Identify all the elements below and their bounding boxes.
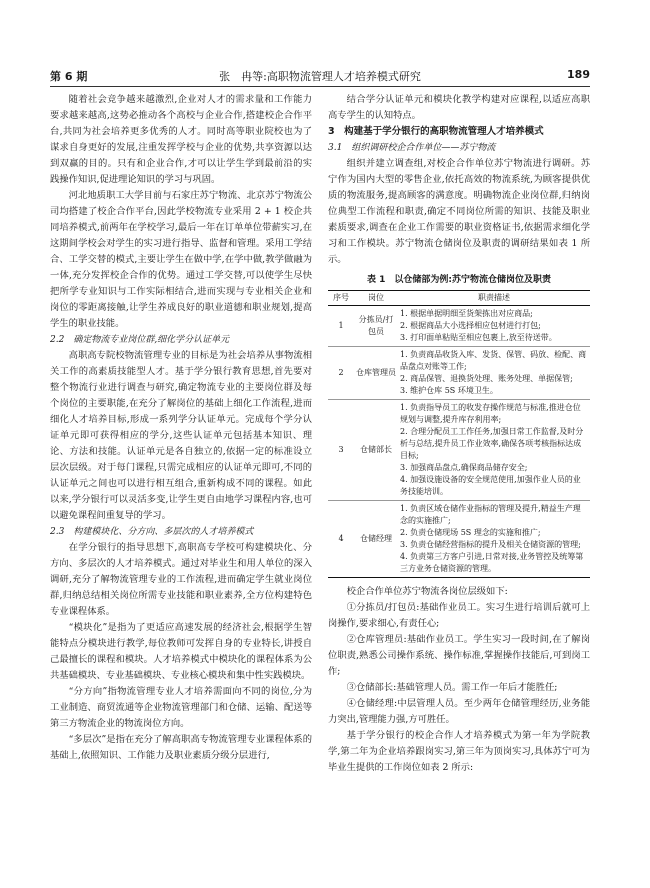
post-name: 仓库管理员: [354, 347, 398, 400]
paragraph: “分方向”指物流管理专业人才培养需面向不同的岗位,分为工业制造、商贸流通等企业物流管理部门和仓储、运输、配送等第三方物流企业的物流岗位方向。: [50, 686, 312, 729]
column-header: 职责描述: [398, 291, 590, 306]
column-header: 序号: [328, 291, 354, 306]
paragraph: “模块化”是指为了更适应高速发展的经济社会,根据学生智能特点分模块进行教学,每位教师可发挥自身的专业特长,讲授自己最擅长的课程和模块。人才培养模式中模块化的课程体系为公共基础模块、专业基础模块、专业核心模块和集中性实践模块。: [50, 622, 312, 681]
column-header: 岗位: [354, 291, 398, 306]
duties-cell: [398, 306, 590, 347]
list-item: ③仓储部长:基础管理人员。需工作一年后才能胜任;: [346, 682, 558, 693]
list-item: ①分拣员/打包员:基础作业员工。实习生进行培训后就可上岗操作,要求细心,有责任心;: [328, 602, 590, 629]
section-heading-2-3: 2.3 构建模块化、分方向、多层次的人才培养模式: [50, 527, 254, 537]
paragraph: 结合学分认证单元和模块化教学构建对应课程,以适应高职高专学生的认知特点。: [328, 94, 590, 121]
table-row: [328, 347, 590, 400]
post-name: 分拣员/打包员: [354, 306, 398, 347]
duty-line: 4. 加强设施设备的安全规范使用,加强作业人员的业务技能培训。: [400, 475, 581, 496]
row-number: 2: [328, 347, 354, 400]
issue-label: 第 6 期: [50, 70, 88, 83]
duty-line: 2. 商品保管、退换货处理、账务处理、单据保管;: [400, 374, 573, 383]
duty-line: 3. 打印面单粘贴至相应包裹上,放至待送带。: [400, 333, 557, 342]
duty-line: 2. 根据商品大小选择相应包材进行打包;: [400, 321, 541, 330]
section-heading-2-2: 2.2 确定物流专业岗位群,细化学分认证单元: [50, 335, 230, 345]
table-row: [328, 400, 590, 501]
duties-table: [328, 290, 590, 578]
paragraph: 组织并建立调查组,对校企合作单位苏宁物流进行调研。苏宁作为国内大型的零售企业,依托高效的物流系统,为顾客提供优质的物流服务,提高顾客的满意度。明确物流企业岗位群,归纳岗位典型工作流程和职责,确定不同岗位所需的知识、技能及职业素质要求,调查在企业工作需要的职业资格证书,依据需求细化学习和工作模块。苏宁物流仓储岗位及职责的调研结果如表 1 所示。: [328, 158, 590, 265]
duty-line: 3. 维护仓库 5S 环境卫生。: [400, 386, 498, 395]
duty-line: 3. 加强商品盘点,确保商品储存安全;: [400, 463, 528, 472]
table-row: [328, 306, 590, 347]
right-column: [328, 92, 590, 880]
table-caption: 表 1 以仓储部为例:苏宁物流仓储岗位及职责: [367, 275, 551, 285]
left-column: [50, 92, 312, 880]
row-number: 1: [328, 306, 354, 347]
paragraph: 随着社会竞争越来越激烈,企业对人才的需求量和工作能力要求越来越高,这势必推动各个高校与企业合作,搭建校企合作平台,共同为社会培养更多优秀的人才。同时高等职业院校也为了谋求自身更好的发展,注重发挥学校与企业的优势,共享资源以达到双赢的目的。只有和企业合作,才可以让学生学到最前沿的实践操作知识,促进理论知识的学习与巩固。: [50, 94, 312, 185]
paragraph: 校企合作单位苏宁物流各岗位层级如下:: [346, 586, 508, 597]
paragraph: 基于学分银行的校企合作人才培养模式为第一年为学院教学,第二年为企业培养跟岗实习,第三年为顶岗实习,具体苏宁可为毕业生提供的工作岗位如表 2 所示:: [328, 730, 590, 773]
duty-line: 2. 合理分配员工工作任务,加强日常工作监督,及时分析与总结,提升员工作业效率,确保各项考核指标达成目标;: [400, 427, 584, 460]
row-number: 3: [328, 400, 354, 501]
paragraph: 在学分银行的指导思想下,高职高专学校可构建模块化、分方向、多层次的人才培养模式。通过对毕业生和用人单位的深入调研,充分了解物流管理专业的工作流程,进而确定学生就业岗位群,归纳总结相关岗位所需专业技能和职业素养,全方位构建特色专业课程体系。: [50, 542, 312, 617]
section-heading-3: 3 构建基于学分银行的高职物流管理人才培养模式: [328, 126, 544, 137]
duty-line: 4. 负责第三方客户引进,日常对接,业务管控及统筹第三方业务仓储资源的管理。: [400, 552, 584, 573]
paragraph: “多层次”是指在充分了解高职高专物流管理专业课程体系的基础上,依照知识、工作能力及职业素质分级分层进行,: [50, 734, 312, 761]
table-row: [328, 501, 590, 578]
post-name: 仓储经理: [354, 501, 398, 578]
running-header: [50, 64, 590, 87]
duties-cell: [398, 400, 590, 501]
row-number: 4: [328, 501, 354, 578]
paragraph: 河北地质职工大学目前与石家庄苏宁物流、北京苏宁物流公司均搭建了校企合作平台,因此学校物流专业采用 2 + 1 校企共同培养模式,前两年在学校学习,最后一年在订单单位带薪实习,在这期间学校会对学生的实习进行指导、监督和管理。采用工学结合、工学交替的模式,主要让学生在做中学,在学中做,教学做融为一体,充分发挥校企合作的优势。通过工学交替,可以使学生尽快把所学专业知识与工作实际相结合,进而实现与专业相关企业和岗位的零距离接触,让学生养成良好的职业道德和职业规划,提高学生的职业技能。: [50, 190, 312, 329]
duty-line: 1. 负责区域仓储作业指标的管理及提升,精益生产理念的实施推广;: [400, 504, 581, 525]
page-number: 189: [567, 68, 590, 81]
duties-cell: [398, 347, 590, 400]
duty-line: 2. 负责仓储现场 5S 理念的实施和推广;: [400, 528, 541, 537]
duties-cell: [398, 501, 590, 578]
duty-line: 1. 负责商品收货入库、发货、保管、码放、检配、商品盘点对账等工作;: [400, 350, 587, 371]
post-name: 仓储部长: [354, 400, 398, 501]
list-item: ④仓储经理:中层管理人员。至少两年仓储管理经历,业务能力突出,管理能力强,方可胜任。: [328, 698, 590, 725]
list-item: ②仓库管理员:基础作业员工。学生实习一段时间,在了解岗位职责,熟悉公司操作系统、操作标准,掌握操作技能后,可到岗工作;: [328, 634, 590, 677]
paragraph: 高职高专院校物流管理专业的目标是为社会培养从事物流相关工作的高素质技能型人才。基于学分银行教育思想,首先要对整个物流行业进行调查与研究,确定物流专业的主要岗位群及每个岗位的主要职能,在充分了解岗位的基础上细化工作流程,进而细化人才培养目标,形成一系列学分认证单元。完成每个学分认证单元即可获得相应的学分,这些认证单元包括基本知识、理论、方法和技能。认证单元是各自独立的,依据一定的标准设立层次层级。对于每门课程,只需完成相应的认证单元即可,不同的认证单元之间也可以进行相互组合,重新构成不同的课程。如此以来,学分银行可以灵活多变,让学生更自由地学习课程内容,也可以避免课程间重复导的学习。: [50, 350, 312, 521]
duty-line: 1. 负责指导员工的收发存操作规范与标准,推进仓位规划与调整,提升库存利用率;: [400, 403, 581, 424]
section-heading-3-1: 3.1 组织调研校企合作单位——苏宁物流: [328, 143, 496, 153]
running-title: 张 冉等:高职物流管理人才培养模式研究: [219, 70, 421, 83]
duty-line: 1. 根据单据明细至货架拣出对应商品;: [400, 309, 533, 318]
duty-line: 3. 负责仓储经营指标的提升及相关仓储资源的管理;: [400, 540, 581, 549]
